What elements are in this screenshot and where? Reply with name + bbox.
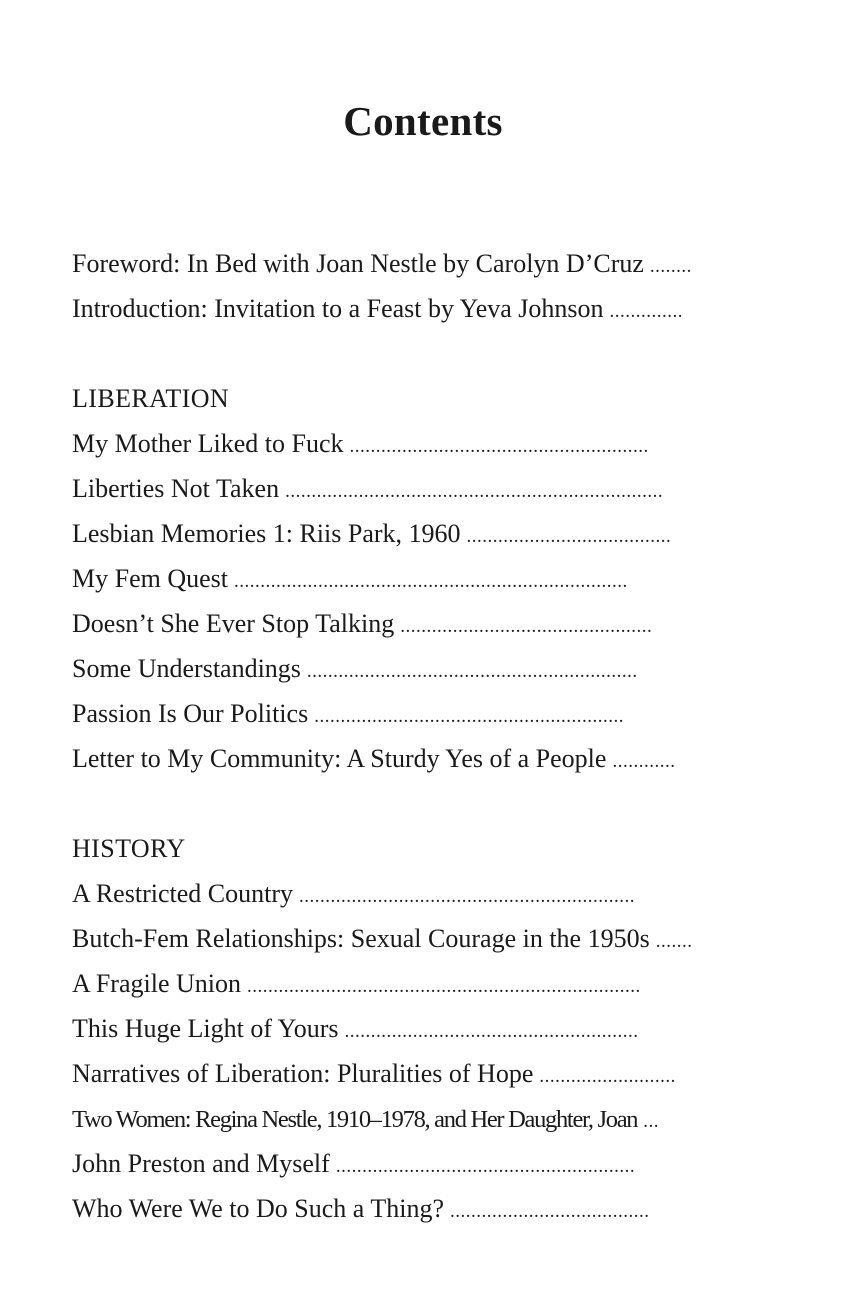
page-title: Contents (343, 98, 503, 144)
toc-entry-title: Foreword: In Bed with Joan Nestle by Carolyn D’Cruz (72, 249, 644, 278)
toc-entry-title: A Restricted Country (72, 879, 293, 908)
dot-leader: ........................................................................... (247, 976, 641, 997)
toc-entry-title: Some Understandings (72, 654, 301, 683)
dot-leader: .............. (609, 301, 684, 322)
toc-entry[interactable] (72, 1051, 772, 1096)
dot-leader: ............................................................... (306, 661, 638, 682)
toc-entry-title: Passion Is Our Politics (72, 699, 309, 728)
toc-entry[interactable] (72, 1006, 772, 1051)
dot-leader: ........................................................ (344, 1021, 639, 1042)
section-heading-liberation: LIBERATION (72, 384, 230, 413)
toc-entry-title: Doesn’t She Ever Stop Talking (72, 609, 395, 638)
toc-entry-title: Butch-Fem Relationships: Sexual Courage in the 1950s (72, 924, 650, 953)
toc-entry[interactable] (72, 961, 772, 1006)
toc-entry[interactable] (72, 421, 772, 466)
toc-entry-introduction[interactable] (72, 286, 772, 331)
dot-leader: ........ (649, 256, 692, 277)
toc-entry-title: Lesbian Memories 1: Riis Park, 1960 (72, 519, 461, 548)
dot-leader: ................................................ (400, 616, 653, 637)
toc-entry[interactable] (72, 466, 772, 511)
toc-entry-title: Liberties Not Taken (72, 474, 280, 503)
section-heading-history: HISTORY (72, 834, 186, 863)
toc-entry[interactable] (72, 556, 772, 601)
toc-entry-title: Narratives of Liberation: Pluralities of Hope (72, 1059, 534, 1088)
toc-entry-title: Letter to My Community: A Sturdy Yes of a People (72, 744, 607, 773)
dot-leader: ................................................................ (298, 886, 635, 907)
dot-leader: ............ (612, 751, 676, 772)
toc-entry[interactable] (72, 601, 772, 646)
toc-entry[interactable] (72, 916, 772, 961)
toc-entry-foreword[interactable] (72, 241, 772, 286)
dot-leader: ........................................................... (314, 706, 624, 727)
section-spacer (72, 781, 772, 826)
dot-leader: ......................................................... (349, 436, 649, 457)
table-of-contents (72, 241, 772, 1231)
toc-entry-title: A Fragile Union (72, 969, 241, 998)
toc-entry[interactable] (72, 1141, 772, 1186)
toc-entry[interactable] (72, 736, 772, 781)
toc-entry[interactable] (72, 691, 772, 736)
dot-leader: ........................................................................... (234, 571, 628, 592)
toc-entry[interactable] (72, 871, 772, 916)
toc-entry-title: This Huge Light of Yours (72, 1014, 339, 1043)
toc-entry[interactable] (72, 1186, 772, 1231)
dot-leader: ......................................................... (335, 1156, 636, 1177)
dot-leader: .......................... (539, 1066, 676, 1087)
toc-entry[interactable] (72, 1096, 772, 1141)
section-spacer (72, 331, 772, 376)
dot-leader: ....................................... (466, 526, 672, 547)
dot-leader: ........................................................................ (285, 481, 664, 502)
toc-entry-title: Two Women: Regina Nestle, 1910–1978, and Her Daughter, Joan (72, 1106, 638, 1133)
toc-entry-title: Who Were We to Do Such a Thing? (72, 1194, 445, 1223)
toc-entry-title: John Preston and Myself (72, 1149, 330, 1178)
toc-entry-title: Introduction: Invitation to a Feast by Yeva Johnson (72, 294, 604, 323)
dot-leader: ....... (655, 931, 693, 952)
toc-entry-title: My Mother Liked to Fuck (72, 429, 344, 458)
dot-leader: ... (643, 1111, 660, 1132)
toc-entry-title: My Fem Quest (72, 564, 228, 593)
toc-entry[interactable] (72, 646, 772, 691)
dot-leader: ...................................... (450, 1201, 650, 1222)
toc-entry[interactable] (72, 511, 772, 556)
